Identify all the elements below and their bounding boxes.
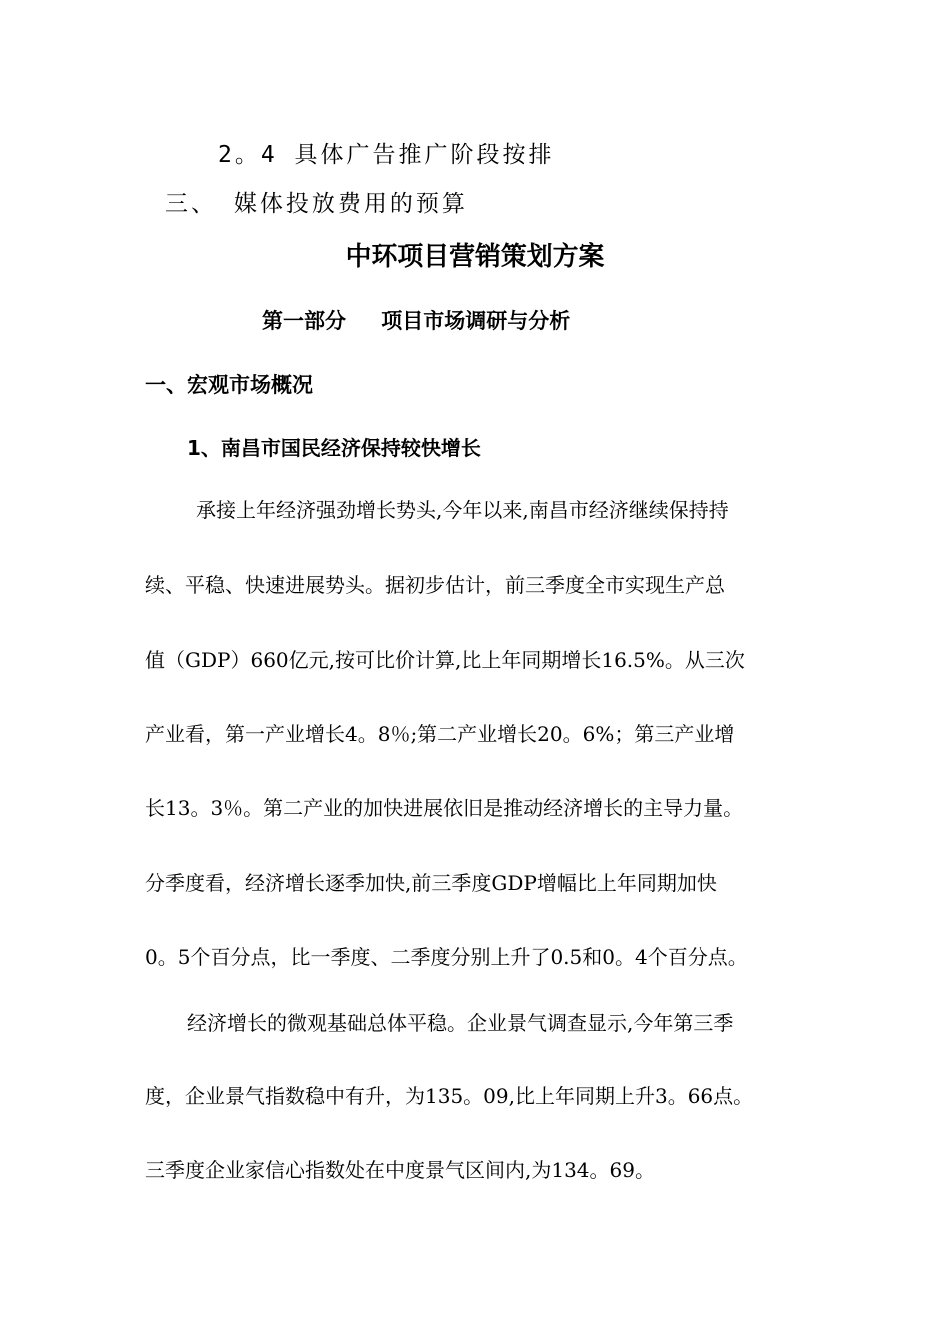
paragraph-line: 度，企业景气指数稳中有升，为135。09,比上年同期上升3。66点。 (145, 1084, 754, 1108)
toc-item-2-4: 2。4 具体广告推广阶段按排 (218, 142, 555, 168)
paragraph-line: 承接上年经济强劲增长势头,今年以来,南昌市经济继续保持持 (196, 498, 729, 522)
paragraph-line: 0。5个百分点，比一季度、二季度分别上升了0.5和0。4个百分点。 (145, 945, 748, 969)
paragraph-line: 续、平稳、快速进展势头。据初步估计，前三季度全市实现生产总 (145, 573, 725, 597)
part-heading: 第一部分 项目市场调研与分析 (262, 309, 571, 333)
toc-item-3: 三、 媒体投放费用的预算 (165, 191, 468, 217)
paragraph-line: 长13。3％。第二产业的加快进展依旧是推动经济增长的主导力量。 (145, 796, 744, 820)
paragraph-line: 三季度企业家信心指数处在中度景气区间内,为134。69。 (145, 1158, 655, 1182)
section-heading: 一、宏观市场概况 (145, 373, 313, 397)
subsection-heading: 1、南昌市国民经济保持较快增长 (187, 436, 481, 460)
paragraph-line: 经济增长的微观基础总体平稳。企业景气调查显示,今年第三季 (187, 1011, 734, 1035)
paragraph-line: 产业看，第一产业增长4。8％;第二产业增长20。6%；第三产业增 (145, 722, 735, 746)
paragraph-line: 值（GDP）660亿元,按可比价计算,比上年同期增长16.5%。从三次 (145, 648, 745, 672)
paragraph-line: 分季度看，经济增长逐季加快,前三季度GDP增幅比上年同期加快 (145, 871, 717, 895)
document-title: 中环项目营销策划方案 (345, 242, 605, 272)
